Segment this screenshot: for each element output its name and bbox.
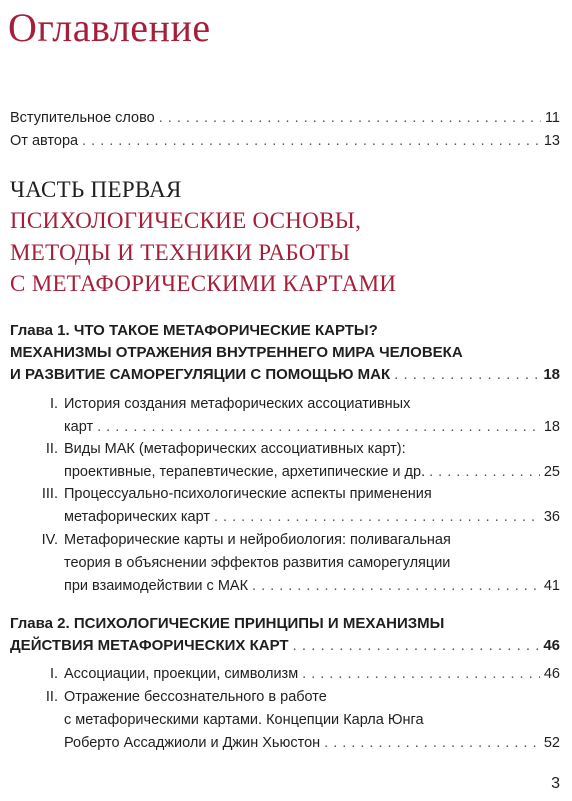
section-title-line: Ассоциации, проекции, символизм xyxy=(64,666,299,682)
section-title-line: с метафорическими картами. Концепции Карла Юнга xyxy=(64,712,424,728)
dot-leader xyxy=(293,635,540,657)
page-number: 3 xyxy=(551,775,560,792)
section-page: 25 xyxy=(543,464,560,480)
section-number: I. xyxy=(49,396,58,412)
section-title-line: проективные, терапевтические, архетипические и др. xyxy=(64,464,426,480)
section-title-line: Процессуально-психологические аспекты применения xyxy=(64,486,432,502)
page-title: Оглавление xyxy=(8,5,211,50)
section-title-line: Виды МАК (метафорических ассоциативных карт): xyxy=(64,441,406,457)
section-number: II. xyxy=(45,441,58,457)
chapter-page: 46 xyxy=(543,637,560,654)
section-title-line: метафорических карт xyxy=(64,509,210,525)
dot-leader xyxy=(324,732,540,755)
toc-section-2-2[interactable] xyxy=(28,686,560,755)
part-title-line: ПСИХОЛОГИЧЕСКИЕ ОСНОВЫ, xyxy=(10,208,362,233)
dot-leader xyxy=(394,364,539,386)
section-title-line: теория в объяснении эффектов развития саморегуляции xyxy=(64,555,451,571)
section-number: III. xyxy=(41,486,58,502)
toc-chapter-2[interactable] xyxy=(10,613,560,657)
toc-section-1-4[interactable] xyxy=(28,529,560,598)
section-page: 41 xyxy=(543,578,560,594)
section-title-line: при взаимодействии с МАК xyxy=(64,578,249,594)
part-title-line: МЕТОДЫ И ТЕХНИКИ РАБОТЫ xyxy=(10,239,351,265)
toc-entry-from-author[interactable] xyxy=(10,130,560,153)
section-number: II. xyxy=(45,689,58,705)
entry-title: Вступительное слово xyxy=(10,110,155,126)
toc-section-1-1[interactable] xyxy=(28,393,560,439)
chapter-title-line: И РАЗВИТИЕ САМОРЕГУЛЯЦИИ С ПОМОЩЬЮ МАК xyxy=(10,366,391,383)
chapter-title-line: МЕХАНИЗМЫ ОТРАЖЕНИЯ ВНУТРЕННЕГО МИРА ЧЕЛОВЕКА xyxy=(10,344,463,361)
chapter-title-line: Глава 2. ПСИХОЛОГИЧЕСКИЕ ПРИНЦИПЫ И МЕХАНИЗМЫ xyxy=(10,615,445,632)
section-title-line: Роберто Ассаджиоли и Джин Хьюстон xyxy=(64,735,321,751)
part-title xyxy=(10,205,396,300)
chapter-title-line: ДЕЙСТВИЯ МЕТАФОРИЧЕСКИХ КАРТ xyxy=(10,637,289,654)
dot-leader xyxy=(302,663,540,686)
chapter-title-line: Глава 1. ЧТО ТАКОЕ МЕТАФОРИЧЕСКИЕ КАРТЫ? xyxy=(10,322,378,339)
dot-leader xyxy=(429,461,540,484)
section-number: IV. xyxy=(41,532,58,548)
toc-entry-foreword[interactable] xyxy=(10,107,560,130)
dot-leader xyxy=(214,506,540,529)
entry-page: 11 xyxy=(544,110,560,126)
entry-title: От автора xyxy=(10,133,79,149)
toc-section-1-2[interactable] xyxy=(28,438,560,484)
toc-chapter-1[interactable] xyxy=(10,320,560,386)
section-title-line: Метафорические карты и нейробиология: поливагальная xyxy=(64,532,451,548)
section-page: 46 xyxy=(543,666,560,682)
part-label: ЧАСТЬ ПЕРВАЯ xyxy=(10,177,182,202)
chapter-page: 18 xyxy=(543,366,560,383)
toc-section-2-1[interactable] xyxy=(28,663,560,686)
section-title-line: История создания метафорических ассоциативных xyxy=(64,396,411,412)
entry-page: 13 xyxy=(543,133,560,149)
section-page: 18 xyxy=(543,419,560,435)
section-title-line: карт xyxy=(64,419,94,435)
section-page: 36 xyxy=(543,509,560,525)
dot-leader xyxy=(159,107,541,130)
section-page: 52 xyxy=(543,735,560,751)
dot-leader xyxy=(82,130,540,153)
toc-section-1-3[interactable] xyxy=(28,483,560,529)
part-title-line: С МЕТАФОРИЧЕСКИМИ КАРТАМИ xyxy=(10,271,397,296)
section-title-line: Отражение бессознательного в работе xyxy=(64,689,327,705)
dot-leader xyxy=(97,416,540,439)
dot-leader xyxy=(252,575,540,598)
section-number: I. xyxy=(49,666,58,682)
